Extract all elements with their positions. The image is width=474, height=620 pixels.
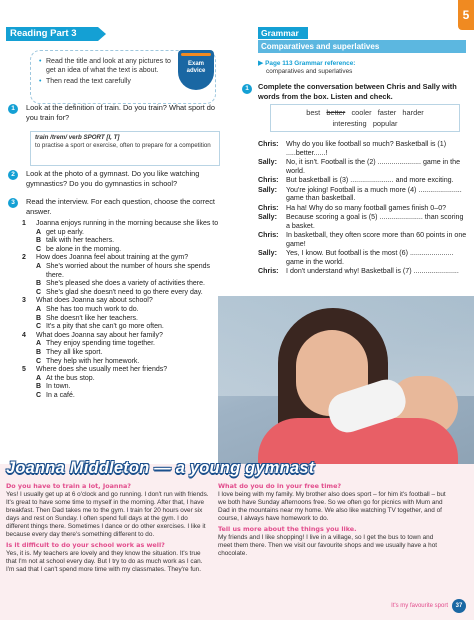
option-letter: B <box>36 237 42 245</box>
article-answer: Yes! I usually get up at 6 o'clock and go running. I don't run with friends. It's great to have some time to myself in the morning. After that, I have breakfast. Then Dad takes me to the gym. I train for 20 hours over six days and rest on Sunday. I often spend full days at the gym. I do different things there. Sometimes I dance or do other exercises. I like it because every day there's something different to do. <box>6 491 209 538</box>
option-letter: A <box>36 374 42 382</box>
word: faster <box>377 108 397 117</box>
option-text: They all like sport. <box>46 348 103 356</box>
option-text: get up early. <box>46 228 85 236</box>
option-row[interactable] <box>22 237 222 246</box>
conversation-line <box>258 186 468 203</box>
word: best <box>306 108 321 117</box>
ref-title: Page 113 Grammar reference: <box>265 60 356 67</box>
q-text: What does Joanna say about school? <box>36 297 153 305</box>
grammar-question-number: 1 <box>242 84 252 94</box>
reading-q3: Read the interview. For each question, choose the correct answer. <box>26 197 215 216</box>
article-question: What do you do in your free time? <box>218 482 342 490</box>
line-text: You're joking! Football is a much more (4) ...................... game than basketball. <box>286 185 462 202</box>
grammar-reference[interactable] <box>258 60 355 76</box>
article-left-column <box>6 482 212 576</box>
speaker: Sally: <box>258 158 277 166</box>
article-question: Do you have to train a lot, Joanna? <box>6 482 132 490</box>
dict-headword: train /trem/ verb SPORT [I, T] <box>35 134 120 141</box>
q-number: 2 <box>22 254 26 262</box>
reading-banner: Reading Part 3 <box>6 27 98 41</box>
q-text: Where does she usually meet her friends? <box>36 366 168 374</box>
speaker: Sally: <box>258 249 277 257</box>
option-text: In town. <box>46 383 71 391</box>
word: cooler <box>351 108 372 117</box>
dictionary-entry <box>30 131 220 166</box>
word: harder <box>402 108 424 117</box>
line-text: But basketball is (3) ...................... and more exciting. <box>286 176 454 184</box>
footer-text: It's my favourite sport <box>391 603 448 609</box>
conversation-line <box>258 213 468 230</box>
option-text: talk with her teachers. <box>46 237 115 245</box>
speaker: Chris: <box>258 176 279 184</box>
gymnast-photo <box>218 296 474 464</box>
reading-q2: Look at the photo of a gymnast. Do you like watching gymnastics? Do you do gymnastics in school? <box>26 169 200 188</box>
word-row <box>271 118 459 129</box>
option-row[interactable] <box>22 392 222 401</box>
q-number: 3 <box>22 297 26 305</box>
line-text: Because scoring a goal is (5) ...................... than scoring a basket. <box>286 213 464 230</box>
option-letter: A <box>36 340 42 348</box>
question-number-3: 3 <box>8 198 18 208</box>
q-number: 1 <box>22 220 26 227</box>
option-row[interactable] <box>22 263 222 280</box>
word: interesting <box>332 119 367 128</box>
option-text: be alone in the morning. <box>46 245 122 253</box>
unit-tab: 5 <box>458 0 474 30</box>
option-letter: A <box>36 262 42 270</box>
speaker: Sally: <box>258 213 277 221</box>
option-letter: C <box>36 391 42 399</box>
q-text: Joanna enjoys running in the morning because she likes to <box>36 220 219 227</box>
interview-questions <box>22 220 222 400</box>
option-text: In a café. <box>46 391 75 399</box>
page-number: 37 <box>452 599 466 613</box>
option-row[interactable] <box>22 340 222 349</box>
option-text: She's pleased she does a variety of activities there. <box>46 280 205 288</box>
option-text: It's a pity that she can't go more often. <box>46 323 164 331</box>
word-row <box>271 107 459 118</box>
grammar-instruction: Complete the conversation between Chris and Sally with words from the box. Listen and check. <box>258 82 457 101</box>
option-row[interactable] <box>22 315 222 324</box>
speaker: Chris: <box>258 140 279 148</box>
speaker: Chris: <box>258 203 279 212</box>
option-row[interactable] <box>22 246 222 255</box>
line-text: Ha ha! Why do so many football games finish 0–0? <box>286 203 447 212</box>
word: popular <box>372 119 398 128</box>
article-answer: I love being with my family. My brother also does sport – for him it's football – but we both have Sunday afternoons free. So we often go for picnics with Mum and Dad in the mountains near my home. We also like watching TV together, and of course, I always have homework to do. <box>218 491 446 522</box>
option-row[interactable] <box>22 323 222 332</box>
line-text: In basketball, they often score more than 60 points in one game! <box>286 231 467 248</box>
option-row[interactable] <box>22 229 222 238</box>
option-letter: C <box>36 357 42 365</box>
option-letter: A <box>36 305 42 313</box>
option-row[interactable] <box>22 280 222 289</box>
q-number: 4 <box>22 331 26 339</box>
advice-item: • Then read the text carefully <box>39 77 181 86</box>
option-row[interactable] <box>22 383 222 392</box>
dict-definition: to practise a sport or exercise, often to prepare for a competition <box>35 141 211 149</box>
conversation-line <box>258 267 468 276</box>
q-number: 5 <box>22 366 26 374</box>
line-text: No, it isn't. Football is the (2) ...................... game in the world. <box>286 158 461 175</box>
option-row[interactable] <box>22 349 222 358</box>
option-letter: C <box>36 288 42 296</box>
article-right-column <box>218 482 448 560</box>
advice-item: • Read the title and look at any pictures to get an idea of what the text is about. <box>39 57 181 75</box>
word-box <box>270 104 460 132</box>
q-text: What does Joanna say about her family? <box>36 331 163 339</box>
grammar-banner: Grammar <box>258 27 308 39</box>
speaker: Sally: <box>258 185 277 194</box>
option-row[interactable] <box>22 375 222 384</box>
reading-q1: Look at the definition of train. Do you train? What sport do you train for? <box>26 103 215 122</box>
option-text: She's worried about the number of hours she spends there. <box>46 262 210 279</box>
line-text: Yes, I know. But football is the most (6) ...................... game in the world. <box>286 249 454 266</box>
line-text: I don't understand why! Basketball is (7) ....................... <box>286 267 459 275</box>
option-letter: A <box>36 228 42 236</box>
badge-line: advice <box>186 68 206 74</box>
option-letter: B <box>36 383 42 391</box>
speaker: Chris: <box>258 231 279 239</box>
article-question: Tell us more about the things you like. <box>218 525 357 533</box>
question-number-1: 1 <box>8 104 18 114</box>
question-number-2: 2 <box>8 170 18 180</box>
ref-subtitle: comparatives and superlatives <box>266 67 353 75</box>
conversation-line <box>258 176 468 185</box>
option-letter: B <box>36 348 42 356</box>
option-row[interactable] <box>22 306 222 315</box>
option-text: She doesn't like her teachers. <box>46 314 139 322</box>
conversation-line <box>258 204 468 213</box>
conversation-line <box>258 140 468 157</box>
conversation <box>258 140 468 277</box>
option-row[interactable] <box>22 358 222 367</box>
conversation-line <box>258 158 468 175</box>
exam-advice-badge <box>178 50 214 90</box>
option-text: They enjoy spending time together. <box>46 340 155 348</box>
option-letter: B <box>36 314 42 322</box>
option-text: She's glad she doesn't need to go there every day. <box>46 288 203 296</box>
speaker: Chris: <box>258 267 279 275</box>
grammar-subtitle: Comparatives and superlatives <box>258 40 466 53</box>
page-footer <box>391 599 466 613</box>
article-answer: Yes, it is. My teachers are lovely and they know the situation. It's true that I'm not at school every day. But I try to do as much work as I can. I'm sad that I can't spend more time with my classmates. They're fun. <box>6 550 203 573</box>
conversation-line <box>258 231 468 248</box>
option-letter: B <box>36 280 42 288</box>
badge-line: Exam <box>187 61 204 67</box>
arrow-right-icon: ▶ <box>258 60 264 67</box>
option-row[interactable] <box>22 289 222 298</box>
article-answer: My friends and I like shopping! I live in a village, so I get the bus to town and meet them there. Then we visit our favourite shops and we usually have a hot chocolate. <box>218 534 438 557</box>
option-text: At the bus stop. <box>46 374 95 382</box>
option-text: They help with her homework. <box>46 357 140 365</box>
line-text: Why do you like football so much? Basketball is (1) .....better......! <box>286 140 447 157</box>
option-letter: C <box>36 245 42 253</box>
article-title: Joanna Middleton — a young gymnast <box>6 459 315 477</box>
word-used: better <box>326 108 346 117</box>
option-letter: C <box>36 323 42 331</box>
option-text: She has too much work to do. <box>46 305 139 313</box>
article-question: Is it difficult to do your school work as well? <box>6 541 165 549</box>
conversation-line <box>258 249 468 266</box>
q-text: How does Joanna feel about training at the gym? <box>36 254 189 262</box>
